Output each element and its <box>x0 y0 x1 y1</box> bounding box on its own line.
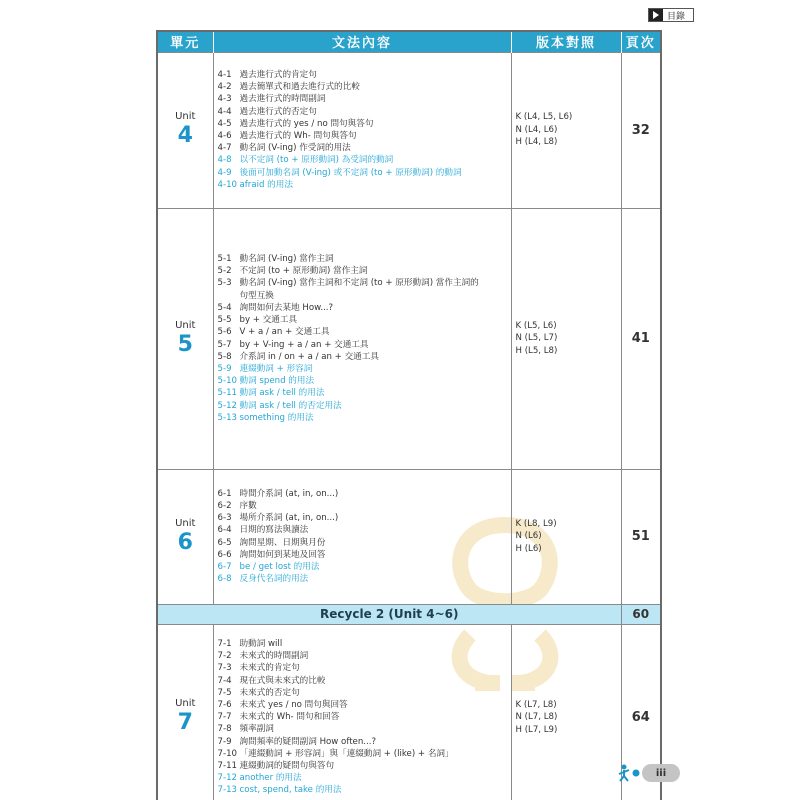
topic-item <box>218 512 511 524</box>
version-item: K (L7, L8) <box>515 699 557 710</box>
topic-number: 7-9 <box>217 736 232 747</box>
topic-number: 4-8 <box>217 155 232 166</box>
topic-item <box>218 106 511 118</box>
topic-number: 7-10 <box>217 748 238 759</box>
versions-cell <box>511 208 621 469</box>
table-header-row <box>157 31 661 52</box>
topic-item <box>218 537 511 549</box>
topics-cell <box>213 208 511 469</box>
topic-item <box>218 524 511 536</box>
topic-text: 動詞 ask / tell 的用法 <box>239 388 325 399</box>
topic-text: something 的用法 <box>239 412 314 423</box>
ball-icon <box>632 769 640 777</box>
topic-number: 5-7 <box>217 339 232 350</box>
topic-text: 動名詞 (V-ing) 當作主詞 <box>239 254 334 265</box>
unit-number: 5 <box>177 331 193 357</box>
topic-item <box>218 723 511 735</box>
unit-label: Unit <box>175 517 196 529</box>
topics-cell <box>213 469 511 604</box>
topic-item <box>218 412 511 424</box>
topic-item <box>218 154 511 166</box>
topic-number: 5-1 <box>217 254 232 265</box>
topic-item <box>218 81 511 93</box>
topic-item <box>218 699 511 711</box>
topic-text: afraid 的用法 <box>239 179 293 190</box>
topic-text: 過去簡單式和過去進行式的比較 <box>239 82 360 93</box>
versions-cell <box>511 469 621 604</box>
topic-text: 日期的寫法與讀法 <box>239 525 309 536</box>
topic-number: 5-6 <box>217 327 232 338</box>
topic-text: 頻率副詞 <box>239 724 274 735</box>
unit-cell <box>157 52 213 208</box>
header-version: 版本對照 <box>511 31 621 52</box>
unit-cell <box>157 624 213 800</box>
topics-cell <box>213 624 511 800</box>
version-item: K (L4, L5, L6) <box>515 112 573 123</box>
unit-row <box>157 624 661 800</box>
topic-item <box>218 130 511 142</box>
topic-number: 6-6 <box>217 549 232 560</box>
topic-text: 「連綴動詞 + 形容詞」與「連綴動詞 + (like) + 名詞」 <box>239 748 454 759</box>
topic-item <box>218 711 511 723</box>
play-arrow-icon <box>649 9 663 21</box>
version-item: N (L7, L8) <box>515 712 558 722</box>
topic-number: 4-10 <box>217 179 238 190</box>
topic-item <box>218 179 511 191</box>
topic-number: 6-4 <box>217 525 232 536</box>
topic-text: 詢問星期、日期與月份 <box>239 537 326 548</box>
topic-item <box>218 675 511 687</box>
topic-text: 連綴動詞的疑問句與答句 <box>239 760 335 771</box>
version-item: K (L8, L9) <box>515 518 557 529</box>
topic-text: 序數 <box>239 500 257 511</box>
topic-item <box>218 302 511 314</box>
topic-item <box>218 561 511 573</box>
topic-item <box>218 500 511 512</box>
toc-nav-button[interactable] <box>648 8 694 22</box>
topic-number: 7-6 <box>217 699 232 710</box>
topic-number: 4-5 <box>217 118 232 129</box>
version-item: N (L6) <box>515 531 542 542</box>
unit-number: 4 <box>177 123 193 148</box>
topic-number: 4-7 <box>217 143 232 154</box>
topic-item <box>218 573 511 585</box>
version-item: N (L5, L7) <box>515 333 558 344</box>
topic-text: 過去進行式的肯定句 <box>239 69 317 80</box>
topic-item <box>218 351 511 363</box>
version-item: K (L5, L6) <box>515 320 557 331</box>
topic-text: 動名詞 (V-ing) 作受詞的用法 <box>239 143 351 154</box>
topic-number: 6-8 <box>217 574 232 585</box>
topic-text: 後面可加動名詞 (V-ing) 或不定詞 (to + 原形動詞) 的動詞 <box>239 167 462 178</box>
page-number: iii <box>642 764 680 782</box>
topic-text: 過去進行式的 Wh- 問句與答句 <box>239 131 357 141</box>
topic-number: 5-13 <box>217 412 238 423</box>
topic-number: 5-12 <box>217 400 238 411</box>
recycle-title: Recycle 2 (Unit 4~6) <box>157 604 621 624</box>
topic-text: 未來式的時間副詞 <box>239 651 309 662</box>
topic-text: 不定詞 (to + 原形動詞) 當作主詞 <box>239 266 368 277</box>
unit-label: Unit <box>175 698 196 710</box>
topic-text: 動詞 ask / tell 的否定用法 <box>239 400 342 411</box>
topic-text: 現在式與未來式的比較 <box>239 675 326 686</box>
unit-cell <box>157 469 213 604</box>
topic-number: 6-1 <box>217 488 232 499</box>
topic-text: 反身代名詞的用法 <box>239 574 309 585</box>
topics-cell <box>213 52 511 208</box>
topic-item <box>218 118 511 130</box>
topic-text: 過去進行式的 yes / no 問句與答句 <box>239 118 374 129</box>
topic-text: 連綴動詞 + 形容詞 <box>239 363 313 374</box>
topic-text: 動詞 spend 的用法 <box>239 376 315 387</box>
topic-number: 6-3 <box>217 513 232 524</box>
topic-item <box>218 277 511 289</box>
topic-number: 7-4 <box>217 675 232 686</box>
topic-text: 過去進行式的時間副詞 <box>239 94 326 105</box>
topic-text: V + a / an + 交通工具 <box>239 327 330 338</box>
version-item: H (L5, L8) <box>515 345 558 356</box>
table-of-contents <box>156 30 662 800</box>
header-page: 頁次 <box>621 31 661 52</box>
topic-number: 4-4 <box>217 106 232 117</box>
unit-row <box>157 469 661 604</box>
unit-row <box>157 52 661 208</box>
topic-text: 詢問如何到某地及回答 <box>239 549 326 560</box>
topic-number: 5-3 <box>217 278 232 289</box>
topic-number: 5-2 <box>217 266 232 277</box>
topic-number: 5-8 <box>217 351 232 362</box>
version-item: N (L4, L6) <box>515 124 558 135</box>
topic-number: 7-11 <box>217 760 238 771</box>
topic-text: 未來式的 Wh- 問句和回答 <box>239 712 340 723</box>
topic-number: 4-3 <box>217 94 232 105</box>
version-item: H (L4, L8) <box>515 137 558 148</box>
version-item: H (L7, L9) <box>515 724 558 735</box>
topic-item <box>218 400 511 412</box>
unit-number: 7 <box>177 710 193 736</box>
topic-item <box>218 167 511 179</box>
topic-text: 未來式的否定句 <box>239 687 300 698</box>
topic-text: 時間介系詞 (at, in, on...) <box>239 488 339 499</box>
topic-number: 4-2 <box>217 82 232 93</box>
topic-item <box>218 549 511 561</box>
topic-item <box>218 69 511 81</box>
header-unit: 單元 <box>157 31 213 52</box>
topic-text: 詢問頻率的疑問副詞 How often...? <box>239 736 377 747</box>
topic-item <box>218 375 511 387</box>
topic-item <box>218 748 511 760</box>
topic-number: 4-9 <box>217 167 232 178</box>
topic-item <box>218 387 511 399</box>
topic-item <box>218 339 511 351</box>
header-content: 文法內容 <box>213 31 511 52</box>
topic-text: by + 交通工具 <box>239 315 298 326</box>
page-number-cell: 51 <box>621 469 661 604</box>
topic-item <box>218 93 511 105</box>
topic-number: 7-8 <box>217 724 232 735</box>
topic-number: 7-3 <box>217 663 232 674</box>
topic-text: 未來式 yes / no 問句與回答 <box>239 699 348 710</box>
topic-number: 6-5 <box>217 537 232 548</box>
topic-item <box>218 638 511 650</box>
versions-cell <box>511 52 621 208</box>
topic-text: 句型互換 <box>239 290 274 301</box>
topic-item <box>218 290 511 302</box>
topic-number: 7-1 <box>217 638 232 649</box>
topic-text: another 的用法 <box>239 773 302 784</box>
topic-item <box>218 314 511 326</box>
topic-item <box>218 784 511 796</box>
toc-nav-label: 目錄 <box>667 11 686 22</box>
topic-item <box>218 253 511 265</box>
topic-number: 5-9 <box>217 363 232 374</box>
topic-item <box>218 488 511 500</box>
topic-number: 7-7 <box>217 712 232 723</box>
running-figure-icon <box>616 764 632 782</box>
topic-text: by + V-ing + a / an + 交通工具 <box>239 339 369 350</box>
topic-text: 未來式的肯定句 <box>239 663 300 674</box>
unit-label: Unit <box>175 111 196 122</box>
unit-label: Unit <box>175 319 196 331</box>
topic-text: 詢問如何去某地 How...? <box>239 302 334 313</box>
topic-number: 5-10 <box>217 376 238 387</box>
versions-cell <box>511 624 621 800</box>
topic-number: 4-1 <box>217 69 232 80</box>
topic-number: 7-5 <box>217 687 232 698</box>
topic-item <box>218 265 511 277</box>
topic-text: be / get lost 的用法 <box>239 561 320 572</box>
topic-number: 7-2 <box>217 651 232 662</box>
topic-number: 7-12 <box>217 773 238 784</box>
topic-item <box>218 760 511 772</box>
topic-number: 5-4 <box>217 302 232 313</box>
page-number-cell: 41 <box>621 208 661 469</box>
page-number-cell: 64 <box>621 624 661 800</box>
topic-item <box>218 687 511 699</box>
topic-item <box>218 662 511 674</box>
topic-number: 6-7 <box>217 561 232 572</box>
topic-item <box>218 650 511 662</box>
topic-item <box>218 142 511 154</box>
topic-text: cost, spend, take 的用法 <box>239 785 342 796</box>
topic-item <box>218 363 511 375</box>
recycle-page: 60 <box>621 604 661 624</box>
topic-number: 5-11 <box>217 388 238 399</box>
topic-number: 6-2 <box>217 500 232 511</box>
topic-number: 5-5 <box>217 315 232 326</box>
page-footer <box>616 764 680 782</box>
unit-row <box>157 208 661 469</box>
topic-item <box>218 326 511 338</box>
page-number-cell: 32 <box>621 52 661 208</box>
unit-number: 6 <box>177 529 193 555</box>
topic-text: 動名詞 (V-ing) 當作主詞和不定詞 (to + 原形動詞) 當作主詞的 <box>239 278 479 289</box>
recycle-row <box>157 604 661 624</box>
topic-text: 過去進行式的否定句 <box>239 106 317 117</box>
topic-number: 7-13 <box>217 785 238 796</box>
topic-item <box>218 772 511 784</box>
topic-text: 以不定詞 (to + 原形動詞) 為受詞的動詞 <box>239 155 394 166</box>
topic-number: 4-6 <box>217 131 232 141</box>
unit-cell <box>157 208 213 469</box>
topic-text: 助動詞 will <box>239 638 283 649</box>
version-item: H (L6) <box>515 543 542 554</box>
topic-text: 介系詞 in / on + a / an + 交通工具 <box>239 351 379 362</box>
topic-text: 場所介系詞 (at, in, on...) <box>239 513 339 524</box>
topic-item <box>218 736 511 748</box>
